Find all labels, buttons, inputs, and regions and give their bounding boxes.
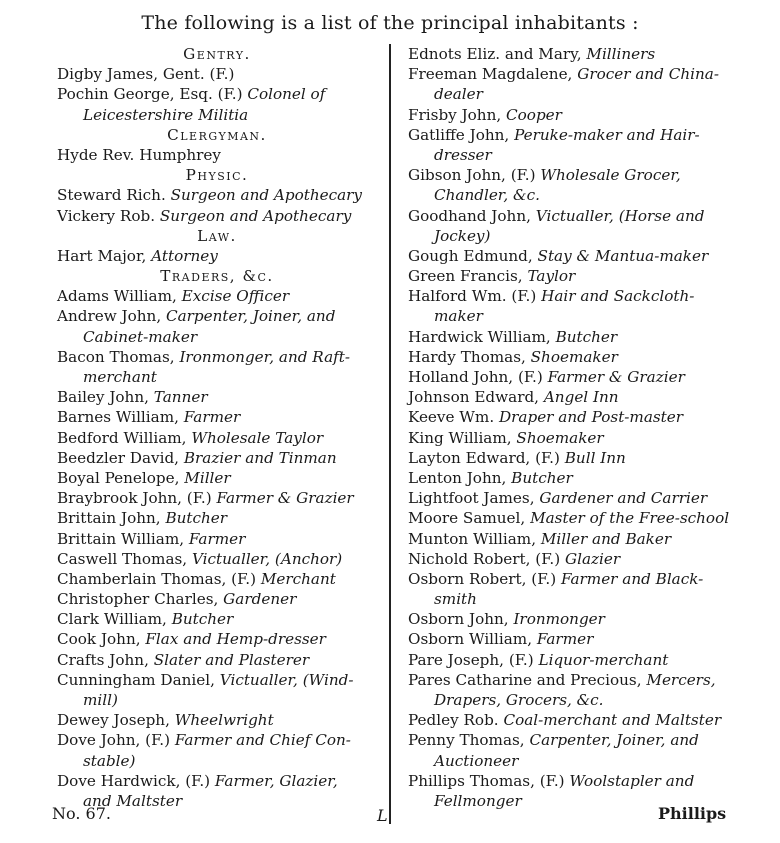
inhabitant-entry — [57, 428, 377, 448]
page-title: The following is a list of the principal inhabitants : — [141, 12, 639, 34]
occupation: Master of the Free-school — [530, 509, 730, 528]
occupation: Mercers, — [646, 670, 716, 689]
inhabitant-entry — [408, 165, 753, 185]
occupation: and Maltster — [83, 791, 183, 810]
entry-continuation — [408, 589, 753, 609]
inhabitant-name: Brittain John, — [57, 509, 161, 528]
left-column — [57, 44, 377, 811]
inhabitant-name: Adams William, — [57, 287, 177, 306]
occupation: Carpenter, Joiner, and — [166, 307, 336, 326]
inhabitant-name: Dove John, (F.) — [57, 731, 171, 750]
occupation: Drapers, Grocers, &c. — [434, 691, 604, 709]
occupation: Gardener — [223, 590, 297, 609]
inhabitant-entry — [57, 185, 377, 205]
occupation: Merchant — [260, 569, 336, 588]
inhabitant-entry — [57, 448, 377, 468]
inhabitant-entry — [408, 650, 753, 670]
inhabitant-entry — [57, 145, 377, 165]
occupation: Peruke-maker and Hair- — [514, 125, 700, 144]
inhabitant-name: Johnson Edward, — [408, 388, 540, 407]
occupation: merchant — [83, 368, 157, 386]
inhabitant-name: Digby James, Gent. (F.) — [57, 65, 235, 84]
inhabitant-name: Pare Joseph, (F.) — [408, 650, 534, 669]
inhabitant-name: Keeve Wm. — [408, 408, 495, 427]
entry-continuation — [408, 84, 753, 104]
inhabitant-name: Caswell Thomas, — [57, 549, 188, 568]
inhabitant-entry — [57, 387, 377, 407]
occupation: Angel Inn — [543, 388, 619, 407]
occupation: Farmer & Grazier — [547, 368, 685, 386]
occupation: Carpenter, Joiner, and — [529, 731, 699, 750]
inhabitant-name: Clark William, — [57, 610, 167, 629]
page-number: No. 67. — [52, 804, 111, 823]
entry-continuation — [57, 367, 377, 387]
inhabitant-name: Vickery Rob. — [57, 206, 156, 225]
inhabitant-name: Chamberlain Thomas, (F.) — [57, 569, 257, 588]
occupation: Farmer — [536, 630, 594, 649]
occupation: Tanner — [153, 388, 208, 407]
inhabitant-name: Gatliffe John, — [408, 125, 510, 144]
occupation: stable) — [83, 751, 136, 770]
occupation: Attorney — [151, 246, 218, 265]
inhabitant-entry — [57, 629, 377, 649]
occupation: Fellmonger — [434, 791, 522, 810]
occupation: Ironmonger, and Raft- — [179, 347, 350, 366]
occupation: Taylor — [527, 267, 576, 286]
catchword: Phillips — [658, 804, 727, 823]
entry-continuation — [408, 306, 753, 326]
occupation: Surgeon and Apothecary — [170, 186, 363, 205]
occupation: Victualler, (Anchor) — [191, 549, 343, 568]
inhabitant-entry — [57, 64, 377, 84]
occupation: Miller and Baker — [540, 529, 672, 548]
inhabitant-entry — [57, 306, 377, 326]
entry-continuation — [408, 751, 753, 771]
inhabitant-entry — [408, 629, 753, 649]
inhabitant-entry — [408, 125, 753, 145]
inhabitant-name: Green Francis, — [408, 267, 523, 286]
signature-mark: L — [377, 806, 388, 825]
inhabitant-name: Penny Thomas, — [408, 731, 525, 750]
inhabitant-name: Barnes William, — [57, 408, 179, 427]
occupation: Farmer and Black- — [560, 569, 704, 588]
inhabitant-entry — [408, 508, 753, 528]
occupation: Shoemaker — [516, 428, 604, 447]
inhabitant-entry — [57, 670, 377, 690]
inhabitant-entry — [57, 286, 377, 306]
occupation: Chandler, &c. — [434, 186, 540, 205]
inhabitant-name: Goodhand John, — [408, 206, 531, 225]
inhabitant-name: Crafts John, — [57, 650, 149, 669]
occupation: Leicestershire Militia — [83, 105, 249, 124]
occupation: Farmer and Chief Con- — [174, 731, 351, 750]
inhabitant-entry — [57, 529, 377, 549]
inhabitant-entry — [408, 347, 753, 367]
occupation: Milliners — [586, 45, 656, 63]
inhabitant-name: Dove Hardwick, (F.) — [57, 771, 211, 790]
occupation: Jockey) — [434, 226, 491, 245]
inhabitant-name: Holland John, (F.) — [408, 368, 543, 386]
inhabitant-name: Munton William, — [408, 529, 537, 548]
inhabitant-name: Frisby John, — [408, 105, 502, 124]
occupation: Butcher — [171, 610, 234, 629]
occupation: Farmer — [183, 408, 241, 427]
entry-continuation — [57, 751, 377, 771]
occupation: Draper and Post-master — [498, 408, 684, 427]
inhabitant-entry — [408, 246, 753, 266]
inhabitant-name: Osborn John, — [408, 610, 509, 629]
inhabitant-entry — [57, 710, 377, 730]
entry-continuation — [408, 145, 753, 165]
inhabitant-entry — [408, 771, 753, 791]
inhabitant-entry — [57, 589, 377, 609]
inhabitant-entry — [57, 246, 377, 266]
inhabitant-name: Dewey Joseph, — [57, 711, 170, 730]
occupation: Liquor-merchant — [538, 650, 669, 669]
inhabitant-name: Hart Major, — [57, 246, 147, 265]
occupation: dresser — [434, 145, 492, 164]
occupation: Wheelwright — [174, 711, 274, 730]
entry-continuation — [57, 327, 377, 347]
inhabitant-entry — [408, 710, 753, 730]
inhabitant-name: Phillips Thomas, (F.) — [408, 771, 565, 790]
entry-continuation — [408, 690, 753, 710]
inhabitant-entry — [408, 468, 753, 488]
entry-continuation — [57, 690, 377, 710]
inhabitant-entry — [408, 529, 753, 549]
inhabitant-entry — [408, 64, 753, 84]
occupation: Woolstapler and — [569, 771, 695, 790]
inhabitant-name: Brittain William, — [57, 529, 185, 548]
entry-continuation — [408, 226, 753, 246]
inhabitant-entry — [408, 266, 753, 286]
occupation: Coal-merchant and Maltster — [503, 711, 722, 730]
inhabitant-entry — [57, 407, 377, 427]
inhabitant-entry — [408, 387, 753, 407]
section-heading: Gentry. — [183, 45, 251, 63]
occupation: dealer — [434, 85, 483, 104]
column-divider — [389, 44, 391, 824]
inhabitant-entry — [57, 569, 377, 589]
occupation: Grocer and China- — [577, 65, 719, 84]
occupation: Cooper — [506, 105, 562, 124]
inhabitant-name: Pochin George, Esq. (F.) — [57, 85, 243, 104]
occupation: Gardener and Carrier — [539, 489, 708, 508]
inhabitant-entry — [408, 730, 753, 750]
occupation: Farmer & Grazier — [216, 489, 354, 508]
inhabitant-name: Bedford William, — [57, 428, 187, 447]
occupation: Hair and Sackcloth- — [541, 287, 695, 306]
inhabitant-name: Lenton John, — [408, 468, 507, 487]
inhabitant-name: Bailey John, — [57, 388, 149, 407]
inhabitant-name: Gough Edmund, — [408, 246, 533, 265]
inhabitant-name: Hyde Rev. Humphrey — [57, 145, 221, 164]
inhabitant-name: Bacon Thomas, — [57, 347, 175, 366]
section-heading: Clergyman. — [167, 125, 267, 144]
section-heading: Traders, &c. — [160, 267, 274, 286]
entry-continuation — [57, 105, 377, 125]
inhabitant-name: Pedley Rob. — [408, 711, 499, 730]
inhabitant-entry — [408, 44, 753, 64]
inhabitant-entry — [408, 609, 753, 629]
inhabitant-entry — [408, 105, 753, 125]
inhabitant-entry — [57, 549, 377, 569]
occupation: Bull Inn — [564, 448, 626, 467]
inhabitant-name: Layton Edward, (F.) — [408, 448, 560, 467]
inhabitant-entry — [408, 448, 753, 468]
right-column — [408, 44, 753, 811]
inhabitant-name: Cunningham Daniel, — [57, 670, 215, 689]
occupation: smith — [434, 590, 477, 609]
inhabitant-entry — [57, 206, 377, 226]
inhabitant-name: Halford Wm. (F.) — [408, 287, 537, 306]
inhabitant-name: Christopher Charles, — [57, 590, 219, 609]
inhabitant-name: Osborn Robert, (F.) — [408, 569, 557, 588]
inhabitant-entry — [408, 569, 753, 589]
inhabitant-entry — [57, 347, 377, 367]
inhabitant-name: Ednots Eliz. and Mary, — [408, 45, 582, 63]
occupation: Flax and Hemp-dresser — [145, 630, 326, 649]
occupation: Ironmonger — [513, 610, 605, 629]
inhabitant-entry — [408, 327, 753, 347]
inhabitant-entry — [57, 730, 377, 750]
inhabitant-name: Cook John, — [57, 630, 141, 649]
entry-continuation — [408, 185, 753, 205]
section-heading: Law. — [197, 226, 237, 245]
occupation: Butcher — [511, 468, 573, 487]
occupation: Excise Officer — [181, 287, 290, 306]
inhabitant-name: Nichold Robert, (F.) — [408, 549, 561, 568]
inhabitant-entry — [408, 206, 753, 226]
inhabitant-name: Freeman Magdalene, — [408, 65, 573, 84]
inhabitant-entry — [57, 609, 377, 629]
occupation: Auctioneer — [434, 751, 519, 770]
inhabitant-entry — [408, 549, 753, 569]
inhabitant-name: Andrew John, — [57, 307, 162, 326]
inhabitant-name: Braybrook John, (F.) — [57, 489, 212, 508]
occupation: Farmer — [188, 529, 246, 548]
occupation: Slater and Plasterer — [153, 650, 310, 669]
occupation: Brazier and Tinman — [183, 448, 337, 467]
inhabitant-name: Boyal Penelope, — [57, 468, 180, 487]
occupation: Cabinet-maker — [83, 327, 198, 346]
inhabitant-entry — [57, 650, 377, 670]
inhabitant-name: Hardy Thomas, — [408, 347, 526, 366]
occupation: Glazier — [564, 549, 621, 568]
inhabitant-name: Lightfoot James, — [408, 489, 535, 508]
inhabitant-entry — [408, 488, 753, 508]
inhabitant-entry — [57, 488, 377, 508]
inhabitant-entry — [408, 670, 753, 690]
inhabitant-name: Gibson John, (F.) — [408, 166, 536, 185]
occupation: Stay & Mantua-maker — [537, 246, 709, 265]
inhabitant-entry — [57, 84, 377, 104]
inhabitant-entry — [408, 286, 753, 306]
occupation: mill) — [83, 691, 118, 709]
occupation: Shoemaker — [530, 347, 618, 366]
inhabitant-name: Moore Samuel, — [408, 509, 526, 528]
occupation: Butcher — [555, 327, 618, 346]
occupation: maker — [434, 307, 483, 326]
section-heading: Physic. — [185, 166, 249, 185]
inhabitant-name: Hardwick William, — [408, 327, 551, 346]
inhabitant-entry — [57, 468, 377, 488]
occupation: Victualler, (Wind- — [219, 670, 354, 689]
inhabitant-entry — [408, 367, 753, 387]
occupation: Victualler, (Horse and — [535, 206, 705, 225]
inhabitant-entry — [408, 428, 753, 448]
occupation: Colonel of — [247, 85, 326, 104]
inhabitant-entry — [408, 407, 753, 427]
inhabitant-name: Osborn William, — [408, 630, 533, 649]
occupation: Farmer, Glazier, — [214, 771, 338, 790]
inhabitant-entry — [57, 771, 377, 791]
occupation: Surgeon and Apothecary — [159, 206, 352, 225]
inhabitant-name: Pares Catharine and Precious, — [408, 670, 642, 689]
occupation: Butcher — [165, 509, 228, 528]
occupation: Wholesale Grocer, — [540, 166, 681, 185]
inhabitant-name: Beedzler David, — [57, 448, 180, 467]
occupation: Miller — [184, 468, 231, 487]
inhabitant-name: King William, — [408, 428, 512, 447]
occupation: Wholesale Taylor — [191, 428, 324, 447]
inhabitant-name: Steward Rich. — [57, 186, 166, 205]
inhabitant-entry — [57, 508, 377, 528]
